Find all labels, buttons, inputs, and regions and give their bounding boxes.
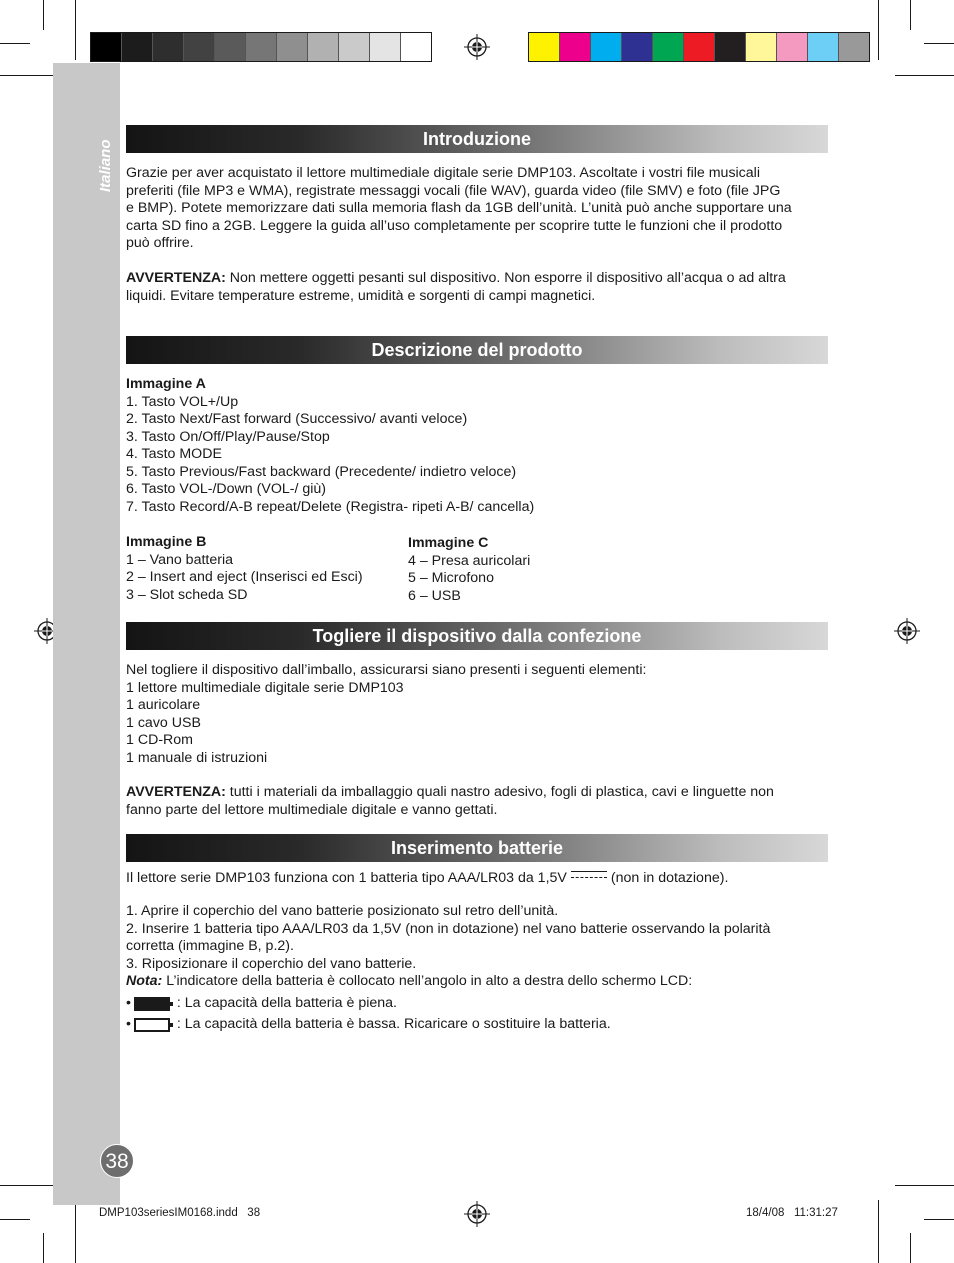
warning-text: Non mettere oggetti pesanti sul dispositivo. Non esporre il dispositivo all’acqua o ad altra <box>225 270 786 286</box>
note-text: L’indicatore della batteria è collocato nell’angolo in alto a destra dello schermo LCD: <box>162 973 693 989</box>
color-swatch <box>529 33 560 61</box>
color-swatch <box>839 33 869 61</box>
color-swatch <box>91 33 122 61</box>
list-item: 6 – USB <box>408 587 461 604</box>
note-label: Nota: <box>126 973 163 989</box>
image-a-list <box>126 376 831 516</box>
image-a-title: Immagine A <box>126 376 206 392</box>
registration-mark-icon <box>464 1201 490 1227</box>
color-swatch <box>184 33 215 61</box>
list-item: 5 – Microfono <box>408 570 494 586</box>
list-item: 5. Tasto Previous/Fast backward (Precedente/ indietro veloce) <box>126 463 517 480</box>
image-b-title: Immagine B <box>126 534 207 550</box>
intro-warning <box>126 270 831 305</box>
intro-line: può offrire. <box>126 235 194 251</box>
intro-line: carta SD fino a 2GB. Leggere la guida all’uso completamente per scoprire tutte le funzioni che il prodotto <box>126 217 783 234</box>
color-swatch <box>308 33 339 61</box>
list-item: 1 – Vano batteria <box>126 551 234 568</box>
battery-full-row <box>126 995 831 1013</box>
unpack-warning <box>126 784 831 819</box>
color-swatch <box>808 33 839 61</box>
footer-file-name: DMP103seriesIM0168.indd 38 <box>99 1207 261 1219</box>
language-sidebar <box>53 63 120 1205</box>
list-item: corretta (immagine B, p.2). <box>126 938 294 954</box>
intro-line: Grazie per aver acquistato il lettore multimediale digitale serie DMP103. Ascoltate i vostri file musicali <box>126 165 760 181</box>
list-item: 1. Aprire il coperchio del vano batterie posizionato sul retro dell’unità. <box>126 903 559 919</box>
list-item: 3. Riposizionare il coperchio del vano batterie. <box>126 955 417 972</box>
color-swatch <box>777 33 808 61</box>
list-item: 1 auricolare <box>126 697 201 713</box>
battery-intro-text: Il lettore serie DMP103 funziona con 1 batteria tipo AAA/LR03 da 1,5V <box>126 870 567 886</box>
warning-label: AVVERTENZA: <box>126 270 226 286</box>
crop-mark <box>75 1200 76 1263</box>
crop-mark <box>878 0 879 60</box>
color-swatch <box>215 33 246 61</box>
color-swatch <box>684 33 715 61</box>
color-swatch <box>622 33 653 61</box>
section-title-introduzione: Introduzione <box>126 125 828 153</box>
warning-label: AVVERTENZA: <box>126 784 226 800</box>
list-item: 1 manuale di istruzioni <box>126 749 268 766</box>
crop-mark <box>0 1219 30 1220</box>
color-swatch <box>122 33 153 61</box>
warning-text: tutti i materiali da imballaggio quali nastro adesivo, fogli di plastica, cavi e linguette non <box>225 784 774 800</box>
crop-mark <box>895 1185 954 1186</box>
crop-mark <box>0 43 30 44</box>
page-number: 38 <box>100 1144 134 1178</box>
battery-intro <box>126 870 831 888</box>
crop-mark <box>878 1200 879 1263</box>
list-item: 1 CD-Rom <box>126 732 194 748</box>
crop-mark <box>910 1233 911 1263</box>
color-swatch <box>339 33 370 61</box>
bullet: • <box>126 995 131 1011</box>
bullet: • <box>126 1016 131 1032</box>
list-item: 2. Inserire 1 batteria tipo AAA/LR03 da 1,5V (non in dotazione) nel vano batterie osservando la polarità <box>126 920 771 937</box>
process-color-bar <box>528 32 870 62</box>
image-b-list <box>126 534 406 604</box>
footer-datetime: 18/4/08 11:31:27 <box>746 1207 838 1219</box>
list-item: 1. Tasto VOL+/Up <box>126 393 239 410</box>
image-c-title: Immagine C <box>408 535 489 551</box>
list-item: 7. Tasto Record/A-B repeat/Delete (Registra- ripeti A-B/ cancella) <box>126 498 535 515</box>
list-item: 1 lettore multimediale digitale serie DMP103 <box>126 679 404 696</box>
section-title-confezione: Togliere il dispositivo dalla confezione <box>126 622 828 650</box>
battery-full-text: : La capacità della batteria è piena. <box>172 995 397 1011</box>
crop-mark <box>75 0 76 60</box>
list-item: 3. Tasto On/Off/Play/Pause/Stop <box>126 428 330 445</box>
crop-mark <box>895 75 954 76</box>
list-item: 2. Tasto Next/Fast forward (Successivo/ avanti veloce) <box>126 411 468 427</box>
list-item: 4 – Presa auricolari <box>408 552 531 569</box>
dc-symbol-icon <box>571 870 607 880</box>
color-swatch <box>370 33 401 61</box>
list-item: 3 – Slot scheda SD <box>126 586 248 603</box>
battery-low-row <box>126 1016 831 1034</box>
section-title-descrizione: Descrizione del prodotto <box>126 336 828 364</box>
crop-mark <box>924 1219 954 1220</box>
battery-low-icon <box>134 1018 170 1032</box>
crop-mark <box>0 1185 55 1186</box>
warning-text: liquidi. Evitare temperature estreme, umidità e sorgenti di campi magnetici. <box>126 287 596 304</box>
intro-text <box>126 165 831 253</box>
crop-mark <box>924 43 954 44</box>
intro-line: preferiti (file MP3 e WMA), registrate messaggi vocali (file WAV), guarda video (file SMV) e foto (file JPG <box>126 182 781 199</box>
list-item: 1 cavo USB <box>126 714 201 731</box>
color-swatch <box>746 33 777 61</box>
color-swatch <box>277 33 308 61</box>
list-item: 2 – Insert and eject (Inserisci ed Esci) <box>126 569 363 585</box>
list-item: Nel togliere il dispositivo dall’imballo, assicurarsi siano presenti i seguenti elementi: <box>126 662 647 678</box>
list-item: 6. Tasto VOL-/Down (VOL-/ giù) <box>126 481 327 497</box>
section-title-batterie: Inserimento batterie <box>126 834 828 862</box>
battery-full-icon <box>134 997 170 1011</box>
color-swatch <box>653 33 684 61</box>
crop-mark <box>43 1233 44 1263</box>
color-swatch <box>246 33 277 61</box>
crop-mark <box>43 0 44 30</box>
intro-line: e BMP). Potete memorizzare dati sulla memoria flash da 1GB dell’unità. L’unità può anche supportare una <box>126 200 792 216</box>
registration-mark-icon <box>894 618 920 644</box>
battery-steps <box>126 903 831 991</box>
list-item: 4. Tasto MODE <box>126 446 222 462</box>
registration-mark-icon <box>464 34 490 60</box>
image-c-list <box>408 535 708 605</box>
color-swatch <box>715 33 746 61</box>
grayscale-color-bar <box>90 32 432 62</box>
crop-mark <box>910 0 911 30</box>
battery-intro-text: (non in dotazione). <box>610 870 729 886</box>
warning-text: fanno parte del lettore multimediale digitale e vanno gettati. <box>126 801 498 818</box>
crop-mark <box>0 75 55 76</box>
language-label: Italiano <box>97 139 114 192</box>
color-swatch <box>591 33 622 61</box>
color-swatch <box>401 33 431 61</box>
battery-low-text: : La capacità della batteria è bassa. Ricaricare o sostituire la batteria. <box>172 1016 611 1032</box>
color-swatch <box>560 33 591 61</box>
color-swatch <box>153 33 184 61</box>
unpack-list <box>126 662 831 767</box>
